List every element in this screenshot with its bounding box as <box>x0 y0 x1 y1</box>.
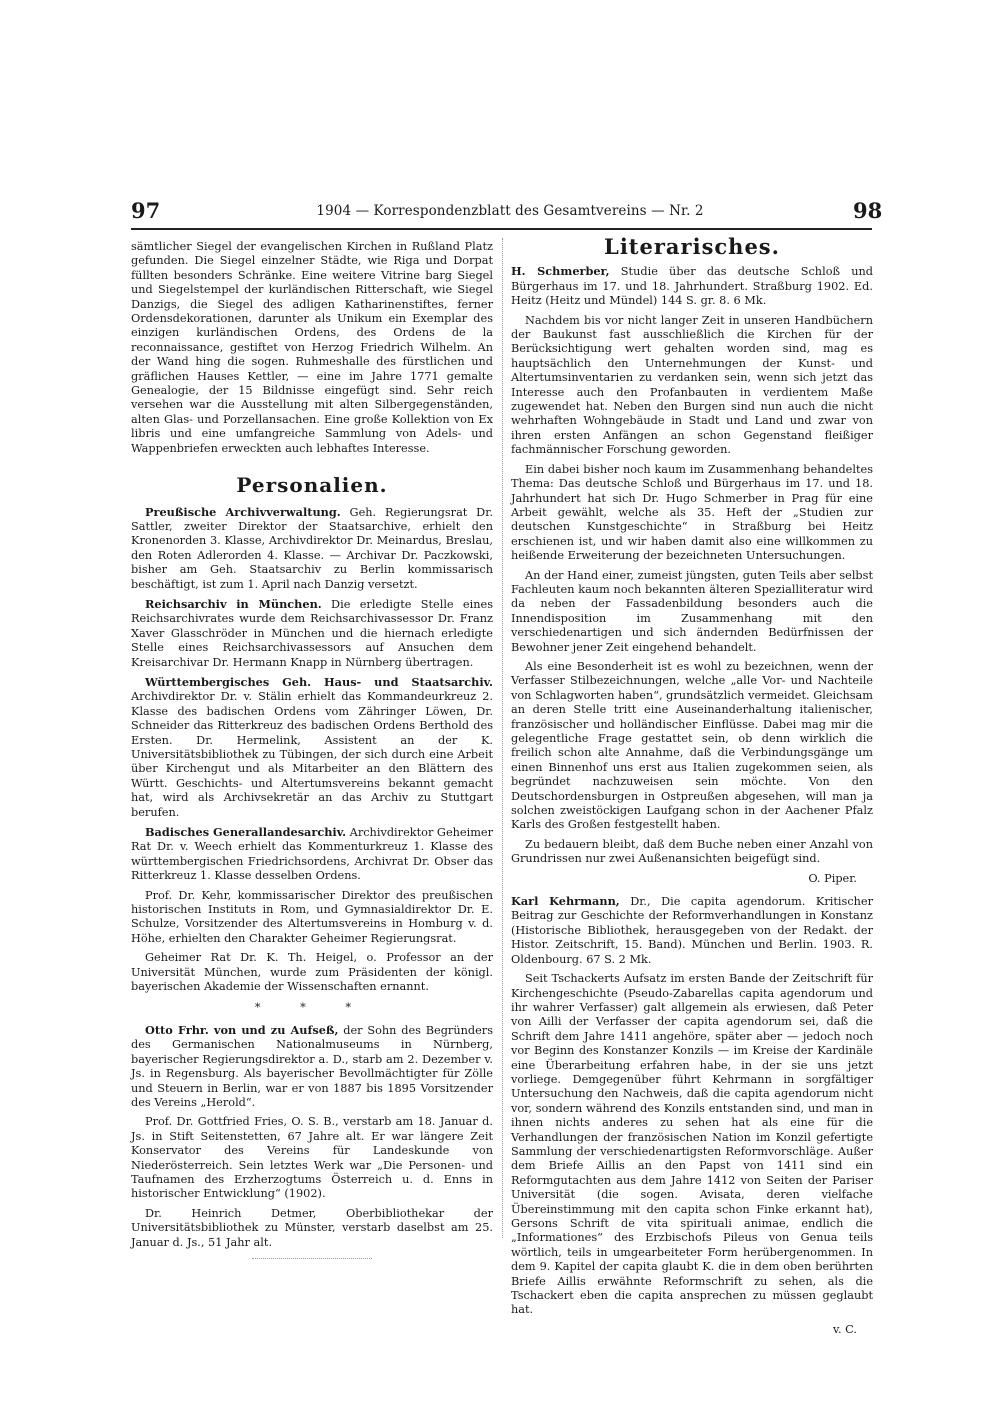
header-rule <box>131 228 872 230</box>
left-column <box>131 240 493 1259</box>
review-paragraph: Als eine Besonderheit ist es wohl zu bezeichnen, wenn der Verfasser Stilbezeichnungen, welche „alle Vor- und Nachteile von Schlagworten haben“, grundsätzlich vermeidet. Gleichsam an deren Stelle tritt eine Auseinanderhaltung italienischer, französischer und holländischer Einflüsse. Dabei mag mir die gelegentliche Frage gestattet sein, ob denn wirklich die freilich schon alte Annahme, daß die Verbindungsgänge um einen Binnenhof uns erst aus Italien zugekommen seien, als begründet nachzuweisen sein möchte. Von den Deutschordensburgen in Ostpreußen abgesehen, will man ja solchen zweistöckigen Laufgang schon in der Aachener Pfalz Karls des Großen festgestellt haben. <box>511 659 873 832</box>
section-heading-personalien: Personalien. <box>236 473 388 498</box>
paragraph-aufsess <box>131 1023 493 1110</box>
review-paragraph: An der Hand einer, zumeist jüngsten, guten Teils aber selbst Fachleuten kaum noch bekannten älteren Spezialliteratur wird da neben der Fassadenbildung besonders auch die Innendisposition im Zusammenhang mit den verschiedenartigen und sich ändernden Bedürfnissen der Bewohner jener Zeit eingehend behandelt. <box>511 568 873 654</box>
paragraph-lead: Reichsarchiv in München. <box>145 596 322 611</box>
paragraph-lead: Badisches Generallandesarchiv. <box>145 825 347 840</box>
right-column <box>511 234 874 1345</box>
running-title: 1904 — Korrespondenzblatt des Gesamtvereins — Nr. 2 <box>316 203 704 219</box>
paragraph-text: der Sohn des Begründers des Germanischen Nationalmuseums in Nürnberg, bayerischer Regierungsdirektor a. D., starb am 2. Dezember v. Js. in Regensburg. Als bayerischer Bevollmächtigter für Zölle und Steuern in Berlin, war er von 1887 bis 1895 Vorsitzender des Vereins „Herold“. <box>131 1023 493 1109</box>
intro-paragraph: sämtlicher Siegel der evangelischen Kirchen in Rußland Platz gefunden. Die Siegel einzelner Städte, wie Riga und Dorpat füllten besonders Schränke. Eine weitere Vitrine barg Siegel und Siegelstempel der kurländischen Ritterschaft, wie Siegel Danzigs, die Siegel des adligen Katharinenstiftes, ferner Ordensdekorationen, darunter als Unikum ein Exemplar des einzigen kurländischen Ordens, des Ordens de la reconnaissance, gestiftet von Herzog Friedrich Wilhelm. An der Wand hing die sogen. Ruhmeshalle des fürstlichen und gräflichen Hauses Kettler, — eine im Jahre 1771 gemalte Genealogie, der 15 Bildnisse eingefügt sind. Sehr reich versehen war die Ausstellung mit alten Silbergegenständen, alten Glas- und Porzellansachen. Eine große Kollektion von Ex libris und eine umfangreiche Sammlung von Adels- und Wappenbriefen erweckten auch lebhaftes Interesse. <box>131 240 493 455</box>
paragraph-text: Geh. Regierungsrat Dr. Sattler, zweiter Direktor der Staatsarchive, erhielt den Kronenorden 3. Klasse, Archivdirektor Dr. Meinardus, Breslau, den Roten Adlerorden 4. Klasse. — Archivar Dr. Paczkowski, bisher am Geh. Staatsarchiv zu Berlin kommissarisch beschäftigt, ist zum 1. April nach Danzig versetzt. <box>131 505 493 591</box>
paragraph-preussische-archivverwaltung <box>131 505 493 592</box>
column-divider <box>502 238 503 1238</box>
review-paragraph: Ein dabei bisher noch kaum im Zusammenhang behandeltes Thema: Das deutsche Schloß und Bürgerhaus im 17. und 18. Jahrhundert hat sich Dr. Hugo Schmerber in Prag für eine Arbeit gewählt, welche als 35. Heft der „Studien zur deutschen Kunstgeschichte“ in Straßburg bei Heitz erschienen ist, und wir haben damit also eine willkommen zu heißende Erweiterung der bezeichneten Untersuchungen. <box>511 462 873 563</box>
paragraph-lead: Otto Frhr. von und zu Aufseß, <box>145 1022 339 1037</box>
paragraph-text: Die erledigte Stelle eines Reichsarchivrates wurde dem Reichsarchivassessor Dr. Franz Xaver Glasschröder in München und die hiernach erledigte Stelle eines Reichsarchivassessors auf Ansuchen dem Kreisarchivar Dr. Hermann Knapp in Nürnberg übertragen. <box>131 597 493 669</box>
paragraph-lead: Württembergisches Geh. Haus- und Staatsarchiv. <box>145 674 493 689</box>
paragraph-heigel: Geheimer Rat Dr. K. Th. Heigel, o. Professor an der Universität München, wurde zum Präsidenten der königl. bayerischen Akademie der Wissenschaften ernannt. <box>131 951 493 994</box>
review-entry-kehrmann <box>511 894 873 967</box>
review-bibliography: Studie über das deutsche Schloß und Bürgerhaus im 17. und 18. Jahrhundert. Straßburg 1902. Ed. Heitz (Heitz und Mündel) 144 S. gr. 8. 6 Mk. <box>511 265 873 308</box>
column-end-rule <box>252 1258 372 1259</box>
paragraph-reichsarchiv-muenchen <box>131 597 493 670</box>
paragraph-text: Archivdirektor Geheimer Rat Dr. v. Weech erhielt das Kommenturkreuz 1. Klasse des württembergischen Friedrichsordens, Archivrat Dr. Obser das Ritterkreuz 1. Klasse desselben Ordens. <box>131 826 494 883</box>
paragraph-lead: Preußische Archivverwaltung. <box>145 504 341 519</box>
paragraph-wuerttemberg-archiv <box>131 675 493 820</box>
paragraph-detmer: Dr. Heinrich Detmer, Oberbibliothekar der Universitätsbibliothek zu Münster, verstarb daselbst am 25. Januar d. Js., 51 Jahr alt. <box>131 1206 493 1249</box>
section-heading-literarisches: Literarisches. <box>604 234 780 259</box>
paragraph-text: Archivdirektor Dr. v. Stälin erhielt das Kommandeurkreuz 2. Klasse des badischen Ordens vom Zähringer Löwen, Dr. Schneider das Ritterkreuz des badischen Ordens Berthold des Ersten. Dr. Hermelink, Assistent an der K. Universitätsbibliothek zu Tübingen, der sich durch eine Arbeit über Kirchengut und als Mitarbeiter an den Blättern des Württ. Geschichts- und Altertumsvereins bekannt gemacht hat, wird als Archivsekretär an das Archiv zu Stuttgart berufen. <box>131 690 493 819</box>
review-author: Karl Kehrmann, <box>511 894 620 909</box>
section-separator-stars: * * * <box>254 1000 370 1014</box>
review-paragraph: Nachdem bis vor nicht langer Zeit in unseren Handbüchern der Baukunst fast ausschließlich die Kirchen für der Berücksichtigung wert gehalten worden sind, mag es hauptsächlich den Unternehmungen der Kunst- und Altertumsinventarien zu verdanken sein, wenn sich jetzt das Interesse auch den Profanbauten in verdientem Maße zugewendet hat. Neben den Burgen sind nun auch die nicht wehrhaften Wohngebäude in Stadt und Land und zwar von ihren ersten Anfängen an schon Gegenstand fleißiger fachmännischer Forschung geworden. <box>511 313 873 457</box>
review-bibliography: Dr., Die capita agendorum. Kritischer Beitrag zur Geschichte der Reformverhandlungen in Konstanz (Historische Bibliothek, herausgegeben von der Redakt. der Histor. Zeitschrift, 15. Band). München und Berlin. 1903. R. Oldenbourg. 67 S. 2 Mk. <box>511 895 874 966</box>
page-number-left: 97 <box>131 198 161 223</box>
page-number-right: 98 <box>853 198 883 223</box>
review-signature: O. Piper. <box>808 871 857 885</box>
review-signature: v. C. <box>832 1322 857 1336</box>
paragraph-fries: Prof. Dr. Gottfried Fries, O. S. B., verstarb am 18. Januar d. Js. in Stift Seitenstetten, 67 Jahre alt. Er war längere Zeit Konservator des Vereins für Landeskunde von Niederösterreich. Sein letztes Werk war „Die Personen- und Taufnamen des Erzherzogtums Österreich u. d. Enns in historischer Entwicklung“ (1902). <box>131 1115 493 1201</box>
review-author: H. Schmerber, <box>511 264 610 279</box>
review-entry-schmerber <box>511 264 873 308</box>
review-paragraph: Zu bedauern bleibt, daß dem Buche neben einer Anzahl von Grundrissen nur zwei Außenansichten beigefügt sind. <box>511 837 873 866</box>
review-paragraph: Seit Tschackerts Aufsatz im ersten Bande der Zeitschrift für Kirchengeschichte (Pseudo-Zabarellas capita agendorum und ihr wahrer Verfasser) galt allgemein als erwiesen, daß Peter von Ailli der Verfasser der capita agendorum sei, daß die Schrift dem Jahre 1411 angehöre, später aber — jedoch noch vor Beginn des Konstanzer Konzils — im Kreise der Kardinäle eine Überarbeitung erfahren habe, in der sie uns jetzt vorliege. Demgegenüber führt Kehrmann in sorgfältiger Untersuchung den Nachweis, daß die capita agendorum nicht vor, sondern während des Konzils entstanden sind, und man in ihnen nichts anderes zu sehen hat als eine für die Verhandlungen der französischen Nation im Konzil gefertigte Sammlung der verschiedenartigsten Reformvorschläge. Außer dem Briefe Aillis an den Papst von 1411 sind ein Reformgutachten aus dem Jahre 1412 von Seiten der Pariser Universität (die sogen. Avisata, deren vielfache Übereinstimmung mit den capita schon Finke erkannt hat), Gersons Schrift de vita spirituali animae, endlich die „Informationes“ des Erzbischofs Pileus von Genua teils wörtlich, teils in umgearbeiteter Form herübergenommen. In dem 9. Kapitel der capita glaubt K. die in dem oben berührten Briefe Aillis erwähnte Reformschrift zu sehen, als die Tschackert eben die capita ansprechen zu müssen geglaubt hat. <box>511 972 873 1317</box>
paragraph-kehr-schulze: Prof. Dr. Kehr, kommissarischer Direktor des preußischen historischen Instituts in Rom, und Gymnasialdirektor Dr. E. Schulze, Vorsitzender des Altertumsvereins in Homburg v. d. Höhe, erhielten den Charakter Geheimer Regierungsrat. <box>131 888 493 945</box>
paragraph-badisches-archiv <box>131 825 493 884</box>
